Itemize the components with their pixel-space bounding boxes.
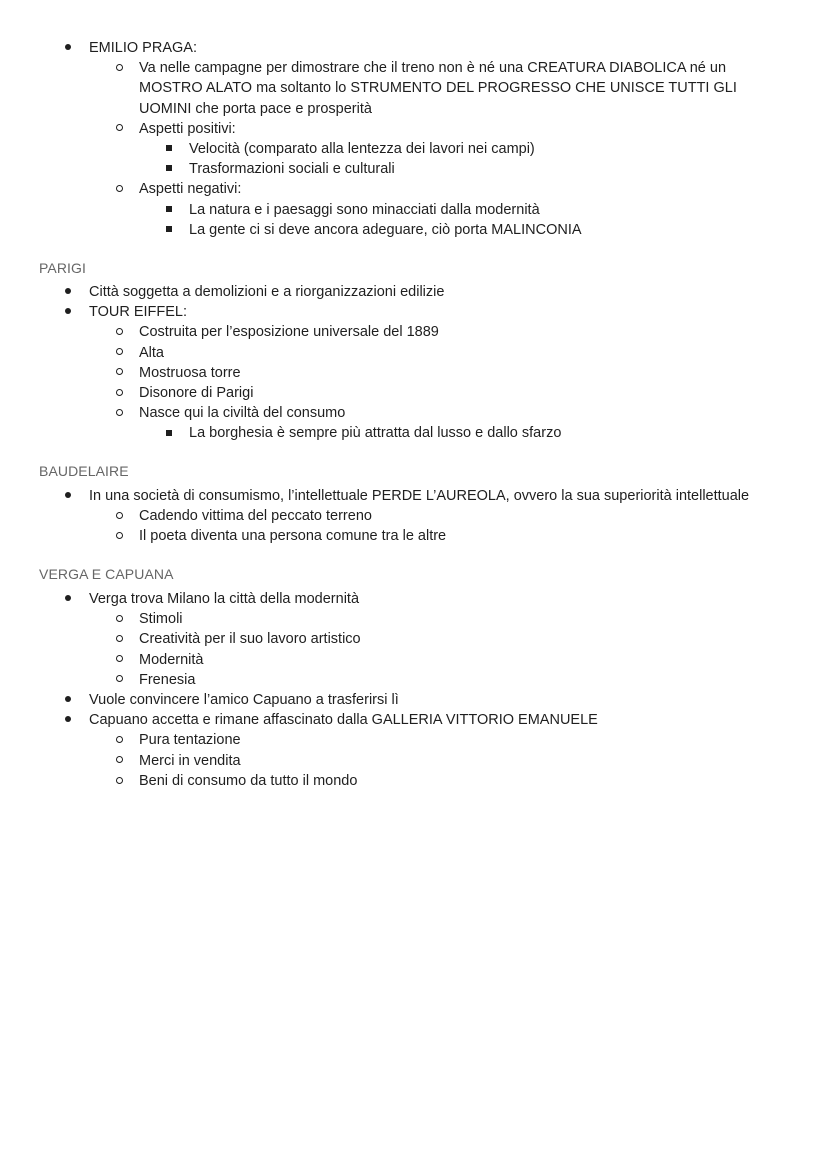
bullet-circle — [113, 403, 125, 423]
bullet-circle — [113, 58, 125, 78]
list-item: Capuano accetta e rimane affascinato dalla GALLERIA VITTORIO EMANUELE Pura tentazione Merci in vendita Beni di consumo da tutto il mondo — [0, 710, 828, 791]
list-item: Vuole convincere l’amico Capuano a trasferirsi lì — [0, 690, 828, 710]
bullet-circle — [113, 343, 125, 363]
list-item: Alta — [0, 343, 828, 363]
bullet-dot — [62, 589, 74, 609]
section-parigi — [0, 282, 828, 444]
bullet-circle — [113, 771, 125, 791]
bullet-square — [163, 220, 175, 240]
list-item: Creatività per il suo lavoro artistico — [0, 629, 828, 649]
section-verga-capuana — [0, 589, 828, 791]
list-item: EMILIO PRAGA: Va nelle campagne per dimostrare che il treno non è né una CREATURA DIABOLICA né un MOSTRO ALATO ma soltanto lo STRUMENTO DEL PROGRESSO CHE UNISCE TUTTI GLI UOMINI che porta pace e prosperità Aspetti positivi: Velocità (comparato alla lentezza dei lavori nei campi) Trasformazioni sociali e culturali Aspetti negativi: La natura e i paesaggi sono minacciati dalla modernità La gente ci si deve ancora adeguare, ciò porta MALINCONIA — [0, 38, 828, 240]
list-item: Beni di consumo da tutto il mondo — [0, 771, 828, 791]
section-emilio-praga — [0, 38, 828, 240]
bullet-dot — [62, 38, 74, 58]
bullet-circle — [113, 363, 125, 383]
section-heading-parigi: PARIGI — [39, 260, 87, 276]
list-item: Città soggetta a demolizioni e a riorganizzazioni edilizie — [0, 282, 828, 302]
section-heading-verga-capuana: VERGA E CAPUANA — [39, 566, 174, 582]
list-item: TOUR EIFFEL: Costruita per l’esposizione universale del 1889 Alta Mostruosa torre Disonore di Parigi Nasce qui la civiltà del consumo La borghesia è sempre più attratta dal lusso e dallo sfarzo — [0, 302, 828, 443]
list-item: La natura e i paesaggi sono minacciati dalla modernità — [0, 200, 828, 220]
bullet-square — [163, 139, 175, 159]
bullet-circle — [113, 526, 125, 546]
list-item: Mostruosa torre — [0, 363, 828, 383]
list-item: Stimoli — [0, 609, 828, 629]
bullet-dot — [62, 710, 74, 730]
list-item: Verga trova Milano la città della modernità Stimoli Creatività per il suo lavoro artistico Modernità Frenesia — [0, 589, 828, 690]
bullet-square — [163, 200, 175, 220]
bullet-circle — [113, 506, 125, 526]
bullet-square — [163, 159, 175, 179]
list-item: Modernità — [0, 650, 828, 670]
list-item: La borghesia è sempre più attratta dal lusso e dallo sfarzo — [0, 423, 828, 443]
list-item: Velocità (comparato alla lentezza dei lavori nei campi) — [0, 139, 828, 159]
list-item: Aspetti positivi: Velocità (comparato alla lentezza dei lavori nei campi) Trasformazioni sociali e culturali — [0, 119, 828, 180]
bullet-circle — [113, 730, 125, 750]
bullet-circle — [113, 383, 125, 403]
list-item: Pura tentazione — [0, 730, 828, 750]
bullet-circle — [113, 751, 125, 771]
list-item: Il poeta diventa una persona comune tra le altre — [0, 526, 828, 546]
list-item: Aspetti negativi: La natura e i paesaggi sono minacciati dalla modernità La gente ci si deve ancora adeguare, ciò porta MALINCONIA — [0, 179, 828, 240]
bullet-circle — [113, 322, 125, 342]
list-item: Costruita per l’esposizione universale del 1889 — [0, 322, 828, 342]
bullet-circle — [113, 119, 125, 139]
list-item: Frenesia — [0, 670, 828, 690]
bullet-circle — [113, 179, 125, 199]
section-baudelaire — [0, 486, 828, 547]
list-item: Cadendo vittima del peccato terreno — [0, 506, 828, 526]
bullet-circle — [113, 670, 125, 690]
list-item: La gente ci si deve ancora adeguare, ciò porta MALINCONIA — [0, 220, 828, 240]
bullet-circle — [113, 650, 125, 670]
list-item: Trasformazioni sociali e culturali — [0, 159, 828, 179]
list-item: Disonore di Parigi — [0, 383, 828, 403]
bullet-circle — [113, 629, 125, 649]
bullet-dot — [62, 690, 74, 710]
section-heading-baudelaire: BAUDELAIRE — [39, 463, 129, 479]
list-item: In una società di consumismo, l’intellettuale PERDE L’AUREOLA, ovvero la sua superiorità intellettuale Cadendo vittima del peccato terreno Il poeta diventa una persona comune tra le altre — [0, 486, 828, 547]
list-item: Nasce qui la civiltà del consumo La borghesia è sempre più attratta dal lusso e dallo sfarzo — [0, 403, 828, 443]
list-item: Merci in vendita — [0, 751, 828, 771]
bullet-dot — [62, 302, 74, 322]
bullet-circle — [113, 609, 125, 629]
bullet-dot — [62, 282, 74, 302]
bullet-dot — [62, 486, 74, 506]
bullet-square — [163, 423, 175, 443]
list-item: Va nelle campagne per dimostrare che il treno non è né una CREATURA DIABOLICA né un MOSTRO ALATO ma soltanto lo STRUMENTO DEL PROGRESSO CHE UNISCE TUTTI GLI UOMINI che porta pace e prosperità — [0, 58, 828, 119]
